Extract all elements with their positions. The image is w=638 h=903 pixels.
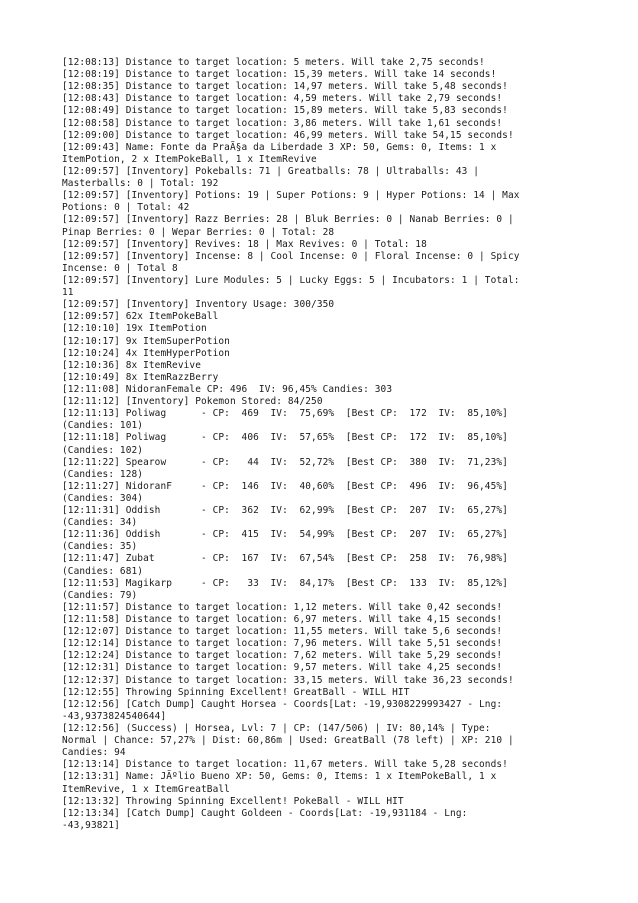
log-line: (Candies: 304) bbox=[62, 492, 144, 504]
log-line: [12:11:18] Poliwag - CP: 406 IV: 57,65% [Best CP: 172 IV: 85,10%] bbox=[62, 432, 508, 444]
log-line: [12:08:43] Distance to target location: 4,59 meters. Will take 2,79 seconds! bbox=[62, 93, 503, 105]
log-line: (Candies: 35) bbox=[62, 541, 138, 553]
log-line: [12:10:17] 9x ItemSuperPotion bbox=[62, 335, 230, 347]
log-line: [12:09:00] Distance to target location: 46,99 meters. Will take 54,15 seconds! bbox=[62, 129, 514, 141]
log-line: [12:12:07] Distance to target location: 11,55 meters. Will take 5,6 seconds! bbox=[62, 626, 503, 638]
log-line: [12:11:13] Poliwag - CP: 469 IV: 75,69% [Best CP: 172 IV: 85,10%] bbox=[62, 408, 508, 420]
log-line: [12:12:56] [Catch Dump] Caught Horsea - Coords[Lat: -19,9308229993427 - Lng: bbox=[62, 698, 503, 710]
log-line: [12:08:58] Distance to target location: 3,86 meters. Will take 1,61 seconds! bbox=[62, 117, 503, 129]
log-line: (Candies: 102) bbox=[62, 444, 144, 456]
log-line: [12:12:31] Distance to target location: 9,57 meters. Will take 4,25 seconds! bbox=[62, 662, 503, 674]
log-line: [12:08:49] Distance to target location: 15,89 meters. Will take 5,83 seconds! bbox=[62, 105, 508, 117]
log-line: -43,9373824540644] bbox=[62, 710, 167, 722]
log-line: [12:11:36] Oddish - CP: 415 IV: 54,99% [Best CP: 207 IV: 65,27%] bbox=[62, 529, 508, 541]
log-line: (Candies: 79) bbox=[62, 589, 138, 601]
log-line: [12:10:10] 19x ItemPotion bbox=[62, 323, 207, 335]
log-line: Masterballs: 0 | Total: 192 bbox=[62, 178, 219, 190]
log-line: [12:09:57] 62x ItemPokeBall bbox=[62, 311, 219, 323]
log-line: [12:11:12] [Inventory] Pokemon Stored: 84/250 bbox=[62, 396, 323, 408]
log-line: [12:13:31] Name: JÃºlio Bueno XP: 50, Gems: 0, Items: 1 x ItemPokeBall, 1 x bbox=[62, 771, 497, 783]
log-line: [12:10:36] 8x ItemRevive bbox=[62, 359, 202, 371]
log-line: [12:13:14] Distance to target location: 11,67 meters. Will take 5,28 seconds! bbox=[62, 759, 508, 771]
console-log bbox=[62, 57, 574, 832]
log-line: [12:11:08] NidoranFemale CP: 496 IV: 96,45% Candies: 303 bbox=[62, 383, 393, 395]
log-line: [12:13:34] [Catch Dump] Caught Goldeen - Coords[Lat: -19,931184 - Lng: bbox=[62, 807, 468, 819]
log-line: [12:11:57] Distance to target location: 1,12 meters. Will take 0,42 seconds! bbox=[62, 601, 503, 613]
log-line: [12:11:58] Distance to target location: 6,97 meters. Will take 4,15 seconds! bbox=[62, 614, 503, 626]
log-line: [12:11:31] Oddish - CP: 362 IV: 62,99% [Best CP: 207 IV: 65,27%] bbox=[62, 505, 508, 517]
log-line: [12:09:57] [Inventory] Incense: 8 | Cool Incense: 0 | Floral Incense: 0 | Spicy bbox=[62, 250, 520, 262]
log-line: [12:09:57] [Inventory] Razz Berries: 28 | Bluk Berries: 0 | Nanab Berries: 0 | bbox=[62, 214, 514, 226]
log-line: Pinap Berries: 0 | Wepar Berries: 0 | Total: 28 bbox=[62, 226, 335, 238]
log-line: Normal | Chance: 57,27% | Dist: 60,86m | Used: GreatBall (78 left) | XP: 210 | bbox=[62, 735, 514, 747]
log-line: (Candies: 681) bbox=[62, 565, 144, 577]
log-line: 11 bbox=[62, 287, 74, 299]
log-line: [12:11:22] Spearow - CP: 44 IV: 52,72% [Best CP: 380 IV: 71,23%] bbox=[62, 456, 508, 468]
log-line: Candies: 94 bbox=[62, 747, 126, 759]
log-line: [12:08:35] Distance to target location: 14,97 meters. Will take 5,48 seconds! bbox=[62, 81, 508, 93]
log-line: (Candies: 128) bbox=[62, 468, 144, 480]
log-line: [12:12:37] Distance to target location: 33,15 meters. Will take 36,23 seconds! bbox=[62, 674, 514, 686]
log-line: -43,93821] bbox=[62, 819, 120, 831]
log-line: [12:09:57] [Inventory] Inventory Usage: 300/350 bbox=[62, 299, 335, 311]
log-line: [12:09:57] [Inventory] Lure Modules: 5 | Lucky Eggs: 5 | Incubators: 1 | Total: bbox=[62, 274, 520, 286]
log-line: [12:12:56] (Success) | Horsea, Lvl: 7 | CP: (147/506) | IV: 80,14% | Type: bbox=[62, 723, 491, 735]
log-line: (Candies: 34) bbox=[62, 517, 138, 529]
log-line: [12:13:32] Throwing Spinning Excellent! PokeBall - WILL HIT bbox=[62, 795, 404, 807]
log-line: [12:11:47] Zubat - CP: 167 IV: 67,54% [Best CP: 258 IV: 76,98%] bbox=[62, 553, 508, 565]
log-line: [12:12:14] Distance to target location: 7,96 meters. Will take 5,51 seconds! bbox=[62, 638, 503, 650]
log-line: [12:09:43] Name: Fonte da PraÃ§a da Liberdade 3 XP: 50, Gems: 0, Items: 1 x bbox=[62, 141, 497, 153]
log-line: [12:10:49] 8x ItemRazzBerry bbox=[62, 371, 219, 383]
log-line: [12:09:57] [Inventory] Pokeballs: 71 | Greatballs: 78 | Ultraballs: 43 | bbox=[62, 165, 480, 177]
log-line: [12:10:24] 4x ItemHyperPotion bbox=[62, 347, 230, 359]
log-line: [12:11:27] NidoranF - CP: 146 IV: 40,60% [Best CP: 496 IV: 96,45%] bbox=[62, 480, 508, 492]
log-line: [12:08:13] Distance to target location: 5 meters. Will take 2,75 seconds! bbox=[62, 57, 485, 68]
log-line: [12:09:57] [Inventory] Potions: 19 | Super Potions: 9 | Hyper Potions: 14 | Max bbox=[62, 190, 520, 202]
log-line: ItemRevive, 1 x ItemGreatBall bbox=[62, 783, 230, 795]
log-line: [12:09:57] [Inventory] Revives: 18 | Max Revives: 0 | Total: 18 bbox=[62, 238, 427, 250]
log-line: [12:12:24] Distance to target location: 7,62 meters. Will take 5,29 seconds! bbox=[62, 650, 503, 662]
log-line: ItemPotion, 2 x ItemPokeBall, 1 x ItemRevive bbox=[62, 153, 317, 165]
log-line: [12:12:55] Throwing Spinning Excellent! GreatBall - WILL HIT bbox=[62, 686, 410, 698]
log-line: [12:08:19] Distance to target location: 15,39 meters. Will take 14 seconds! bbox=[62, 69, 497, 81]
log-line: [12:11:53] Magikarp - CP: 33 IV: 84,17% [Best CP: 133 IV: 85,12%] bbox=[62, 577, 508, 589]
log-line: (Candies: 101) bbox=[62, 420, 144, 432]
log-line: Incense: 0 | Total 8 bbox=[62, 262, 178, 274]
log-line: Potions: 0 | Total: 42 bbox=[62, 202, 190, 214]
